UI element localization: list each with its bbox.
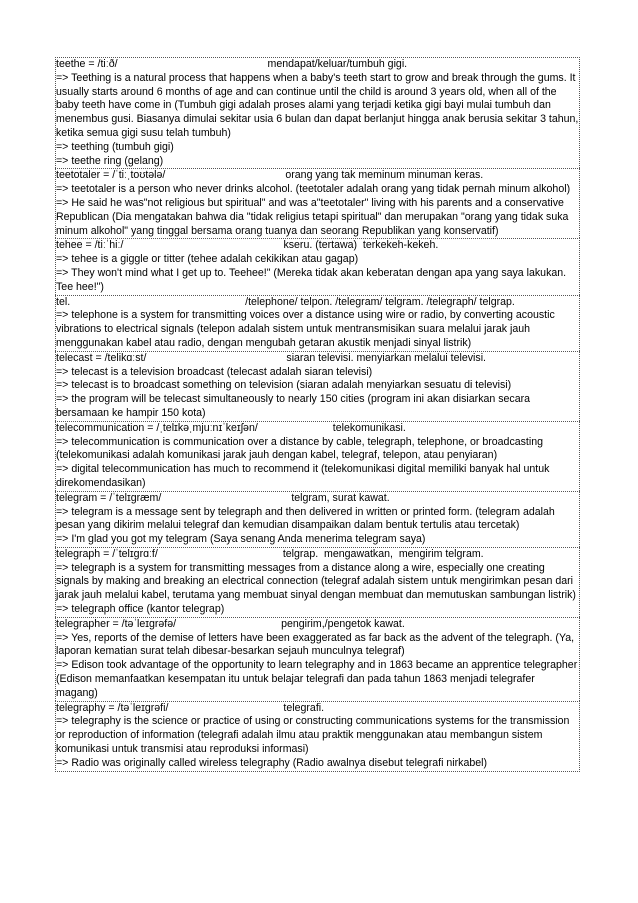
- entry-example-line: => telephone is a system for transmitting voices over a distance using wire or radio, by converting acoustic vibrations to electrical signals (telepon adalah sistem untuk mentransmisikan suara melalui jarak jauh menggunakan kabel atau radio, dengan mengubah getaran akustik menjadi sinyal listrik): [56, 309, 555, 349]
- entry-example-line: => telegraphy is the science or practice of using or constructing communications systems for the transmission or reproduction of information (telegrafi adalah ilmu atau praktik menggunakan atau membangun sistem komunikasi untuk transmisi atau reproduksi informasi): [56, 715, 570, 756]
- entry-meaning: telekomunikasi.: [332, 421, 406, 434]
- entry-example-line: => I'm glad you got my telegram (Saya senang Anda menerima telegram saya): [56, 533, 426, 546]
- entry-example-line: => Radio was originally called wireless telegraphy (Radio awalnya disebut telegrafi nirkabel): [56, 756, 488, 769]
- entry-example-line: => Yes, reports of the demise of letters have been exaggerated as far back as the advent of the telegraph. (Ya, laporan kematian surat telah dibesar-besarkan sejauh munculnya telegraf): [56, 631, 575, 658]
- entry-headword: teethe = /tiːð/: [56, 58, 118, 70]
- dictionary-entry: [55, 168, 580, 238]
- entry-headword-line: [56, 58, 579, 72]
- entry-example-line: => telegraph office (kantor telegrap): [56, 603, 225, 616]
- entry-meaning: telgram, surat kawat.: [291, 491, 390, 504]
- entry-headword: telegrapher = /təˈleɪɡrəfə/: [56, 617, 177, 630]
- dictionary-entry: [55, 57, 580, 168]
- dictionary-entry: [55, 421, 580, 491]
- entry-headword-line: [56, 492, 579, 506]
- entry-meaning: /telephone/ telpon. /telegram/ telgram. /telegraph/ telgrap.: [245, 295, 515, 308]
- entry-example-line: => teetotaler is a person who never drinks alcohol. (teetotaler adalah orang yang tidak pernah minum alkohol): [56, 183, 571, 196]
- dictionary-entry: [55, 238, 580, 294]
- entry-meaning: mendapat/keluar/tumbuh gigi.: [267, 58, 408, 70]
- entry-example-line: => teethe ring (gelang): [56, 154, 164, 167]
- entry-example-line: => telegraph is a system for transmitting messages from a distance along a wire, especially one creating signals by making and breaking an electrical connection (telegraf adalah sistem untuk mengirimkan pesan dari jarak jauh melalui kabel, terutama yang membuat sinyal dengan membuat dan memutuskan sambungan listrik): [56, 561, 576, 602]
- entry-meaning: orang yang tak meminum minuman keras.: [285, 169, 484, 182]
- entry-example-line: => telecommunication is communication over a distance by cable, telegraph, telephone, or broadcasting (telekomunikasi adalah komunikasi jarak jauh dengan kabel, telegraf, telepon, atau penyiaran): [56, 435, 544, 462]
- entry-headword-line: [56, 422, 579, 436]
- entry-meaning: siaran televisi. menyiarkan melalui televisi.: [286, 351, 486, 364]
- dictionary-page: [55, 57, 580, 772]
- entry-headword: tehee = /tiːˈhiː/: [56, 239, 124, 252]
- entry-example-line: => the program will be telecast simultaneously to nearly 150 cities (program ini akan disiarkan secara bersamaan ke hampir 150 kota): [56, 393, 531, 419]
- dictionary-entry: [55, 547, 580, 617]
- entry-headword-line: [56, 352, 579, 366]
- entry-example-line: => tehee is a giggle or titter (tehee adalah cekikikan atau gagap): [56, 253, 359, 266]
- dictionary-entry: [55, 351, 580, 421]
- dictionary-entry: [55, 295, 580, 351]
- entry-meaning: telgrap. mengawatkan, mengirim telgram.: [282, 547, 484, 560]
- entry-example-line: => They won't mind what I get up to. Teehee!" (Mereka tidak akan keberatan dengan apa yang saya lakukan. Tee hee!"): [56, 266, 567, 293]
- entry-example-line: => He said he was"not religious but spiritual" and was a"teetotaler" living with his parents and a conservative Republican (Dia mengatakan bahwa dia "tidak religius tetapi spiritual" dan merupakan "orang yang tidak suka minum alkohol" yang tinggal bersama orang tuanya dan seorang Republikan yang konservatif): [56, 196, 569, 237]
- entry-example-line: => Edison took advantage of the opportunity to learn telegraphy and in 1863 became an apprentice telegrapher (Edison memanfaatkan kesempatan itu untuk belajar telegrafi dan pada tahun 1863 menjadi telegrafer magang): [56, 659, 578, 699]
- entry-headword-line: [56, 548, 579, 562]
- entry-example-line: => telegram is a message sent by telegraph and then delivered in written or printed form. (telegram adalah pesan yang dikirim melalui telegraf dan kemudian disampaikan dalam bentuk tertulis atau tercetak): [56, 505, 555, 532]
- entry-headword: telecast = /telikɑːst/: [56, 351, 147, 364]
- entry-example-line: => Teething is a natural process that happens when a baby's teeth start to grow and break through the gums. It usually starts around 6 months of age and can continue until the child is around 3 years old, when all of the baby teeth have come in (Tumbuh gigi adalah proses alami yang terjadi ketika gigi bayi mulai tumbuh dan menembus gusi. Biasanya dimulai sekitar usia 6 bulan dan dapat berlanjut hingga anak berusia sekitar 3 tahun, ketika semua gigi susu telah tumbuh): [56, 71, 579, 139]
- entry-example-line: => telecast is to broadcast something on television (siaran adalah menyiarkan sesuatu di televisi): [56, 379, 512, 392]
- entry-headword-line: [56, 239, 579, 253]
- dictionary-entry: [55, 701, 580, 772]
- entry-headword: telecommunication = /ˌtelɪkəˌmjuːnɪˈkeɪʃən/: [56, 421, 258, 434]
- entry-example-line: => teething (tumbuh gigi): [56, 140, 174, 153]
- entry-headword: teetotaler = /ˈtiːˌtoʊtələ/: [56, 169, 166, 182]
- entry-headword-line: [56, 296, 579, 310]
- dictionary-entry: [55, 617, 580, 701]
- dictionary-entry: [55, 491, 580, 547]
- entry-example-line: => telecast is a television broadcast (telecast adalah siaran televisi): [56, 365, 373, 378]
- entry-headword-line: [56, 618, 579, 632]
- entry-headword-line: [56, 702, 579, 716]
- entry-headword-line: [56, 169, 579, 183]
- entry-example-line: => digital telecommunication has much to recommend it (telekomunikasi digital memiliki banyak hal untuk direkomendasikan): [56, 463, 550, 489]
- entry-headword: tel.: [56, 295, 71, 308]
- entry-headword: telegraphy = /təˈleɪɡrəfi/: [56, 701, 169, 714]
- entry-headword: telegram = /ˈtelɪɡræm/: [56, 491, 162, 504]
- entry-meaning: telegrafi.: [283, 701, 325, 714]
- entry-headword: telegraph = /ˈtelɪɡrɑːf/: [56, 547, 158, 560]
- entry-meaning: kseru. (tertawa) terkekeh-kekeh.: [283, 239, 439, 252]
- entry-meaning: pengirim,/pengetok kawat.: [281, 617, 405, 630]
